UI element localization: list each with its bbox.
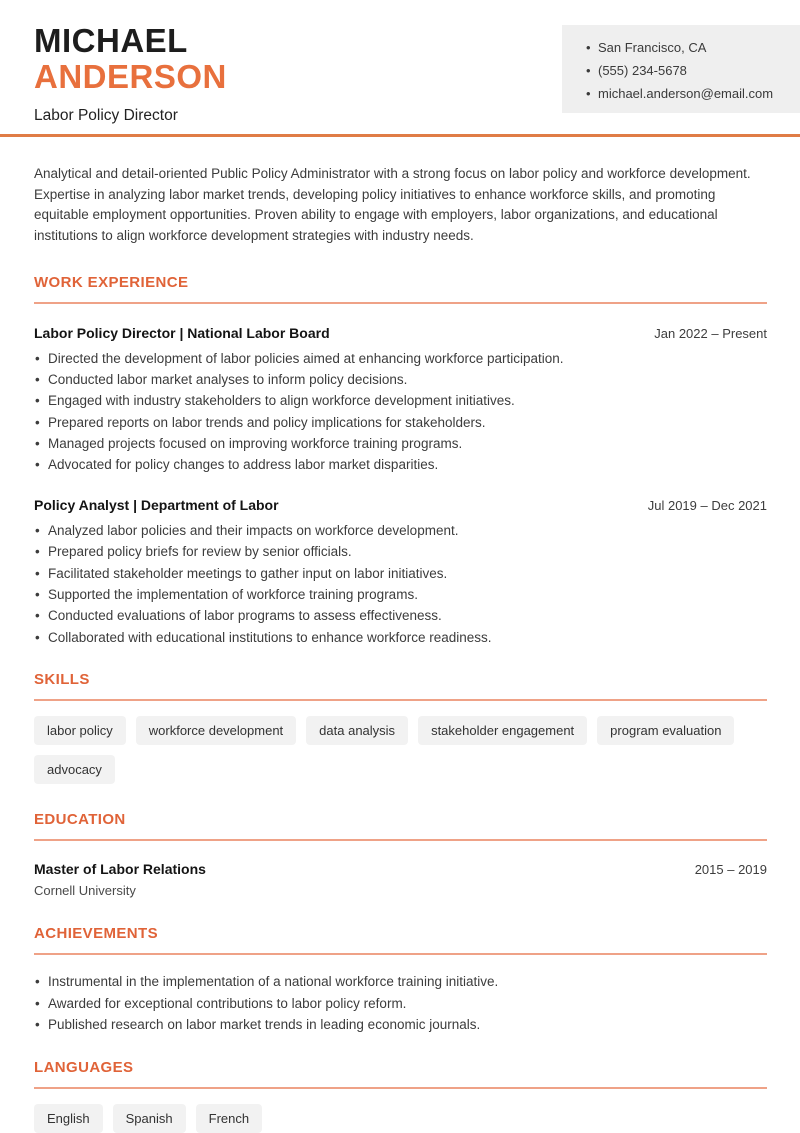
- language-tag: French: [196, 1104, 262, 1133]
- education-school: Cornell University: [34, 883, 136, 899]
- job-entry: [34, 325, 767, 472]
- contact-box: [562, 25, 800, 113]
- job-bullet: • Prepared reports on labor trends and policy implications for stakeholders.: [34, 417, 767, 430]
- contact-item: • San Francisco, CA: [586, 41, 790, 54]
- job-bullet: • Collaborated with educational institutions to enhance workforce readiness.: [34, 632, 767, 645]
- person-job-title: Labor Policy Director: [34, 107, 178, 124]
- job-bullet: • Prepared policy briefs for review by senior officials.: [34, 546, 767, 559]
- section-achievements: [34, 925, 767, 1031]
- job-bullet-list: [34, 525, 767, 644]
- job-bullet: • Supported the implementation of workforce training programs.: [34, 589, 767, 602]
- first-name: MICHAEL: [34, 22, 188, 59]
- contact-list: [586, 41, 790, 100]
- language-tag: English: [34, 1104, 103, 1133]
- achievement-bullet: • Instrumental in the implementation of a national workforce training initiative.: [34, 976, 767, 989]
- job-header-row: [34, 497, 767, 513]
- skill-tag: program evaluation: [597, 716, 734, 745]
- language-tag: Spanish: [113, 1104, 186, 1133]
- achievement-bullet: • Published research on labor market trends in leading economic journals.: [34, 1019, 767, 1032]
- section-skills: [34, 671, 767, 784]
- main-content: [0, 164, 800, 1133]
- skill-tag: labor policy: [34, 716, 126, 745]
- job-entry: [34, 497, 767, 644]
- job-title: Policy Analyst | Department of Labor: [34, 497, 279, 514]
- job-bullet: • Managed projects focused on improving workforce training programs.: [34, 438, 767, 451]
- job-bullet-list: [34, 350, 767, 473]
- contact-item: • (555) 234-5678: [586, 64, 790, 77]
- summary-paragraph: Analytical and detail-oriented Public Policy Administrator with a strong focus on labor policy and workforce development. Expertise in analyzing labor market trends, developing policy initiatives to enhance workforce skills, and promoting equitable employment opportunities. Proven ability to engage with employers, labor organizations, and educational institutions to align workforce development strategies with industry needs.: [34, 166, 751, 244]
- education-degree: Master of Labor Relations: [34, 861, 206, 878]
- job-title: Labor Policy Director | National Labor Board: [34, 324, 330, 341]
- job-bullet: • Directed the development of labor policies aimed at enhancing workforce participation.: [34, 353, 767, 366]
- education-heading: EDUCATION: [34, 811, 767, 841]
- languages-tag-list: [34, 1104, 767, 1133]
- job-bullet: • Conducted labor market analyses to inform policy decisions.: [34, 374, 767, 387]
- section-education: [34, 811, 767, 898]
- section-languages: [34, 1059, 767, 1133]
- job-bullet: • Facilitated stakeholder meetings to gather input on labor initiatives.: [34, 568, 767, 581]
- job-bullet: • Conducted evaluations of labor programs to assess effectiveness.: [34, 610, 767, 623]
- work-experience-heading: WORK EXPERIENCE: [34, 274, 767, 304]
- skills-heading: SKILLS: [34, 671, 767, 701]
- skill-tag: stakeholder engagement: [418, 716, 587, 745]
- job-bullet: • Advocated for policy changes to address labor market disparities.: [34, 459, 767, 472]
- job-bullet: • Analyzed labor policies and their impacts on workforce development.: [34, 525, 767, 538]
- education-entry: [34, 861, 767, 898]
- skill-tag: advocacy: [34, 755, 115, 784]
- job-dates: Jul 2019 – Dec 2021: [647, 498, 767, 514]
- skills-tag-list: [34, 716, 767, 784]
- contact-item: • michael.anderson@email.com: [586, 87, 790, 100]
- section-work-experience: [34, 274, 767, 645]
- skill-tag: data analysis: [306, 716, 408, 745]
- achievements-bullet-list: [34, 976, 767, 1031]
- achievement-bullet: • Awarded for exceptional contributions to labor policy reform.: [34, 998, 767, 1011]
- last-name: ANDERSON: [34, 58, 227, 95]
- job-header-row: [34, 325, 767, 341]
- languages-heading: LANGUAGES: [34, 1059, 767, 1089]
- header: [0, 0, 800, 134]
- education-dates: 2015 – 2019: [694, 862, 767, 878]
- job-bullet: • Engaged with industry stakeholders to align workforce development initiatives.: [34, 395, 767, 408]
- header-divider: [0, 134, 800, 137]
- education-header-row: [34, 861, 767, 877]
- achievements-heading: ACHIEVEMENTS: [34, 925, 767, 955]
- job-dates: Jan 2022 – Present: [654, 325, 767, 341]
- skill-tag: workforce development: [136, 716, 296, 745]
